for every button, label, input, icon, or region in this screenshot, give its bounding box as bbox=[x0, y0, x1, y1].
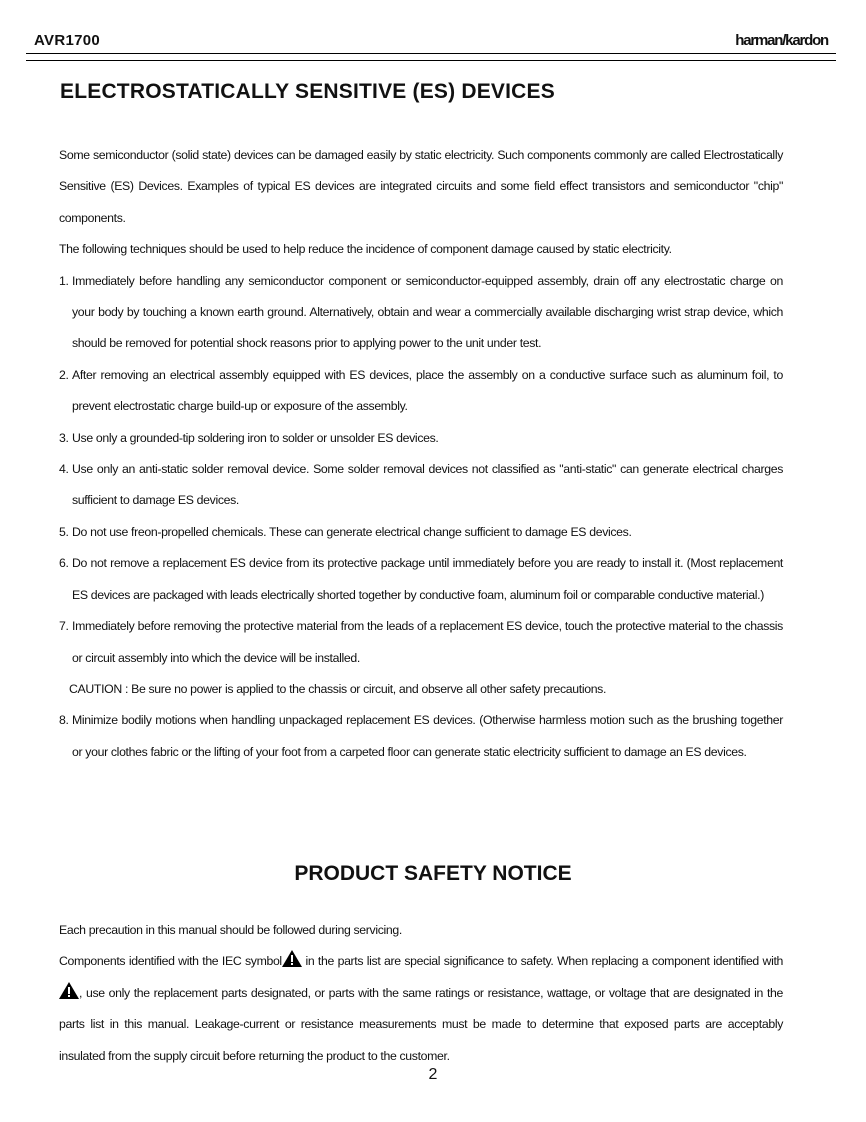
list-number: 2. bbox=[59, 367, 69, 382]
safety-section-body bbox=[59, 915, 783, 1072]
safety-section-title: PRODUCT SAFETY NOTICE bbox=[294, 862, 572, 885]
page-header bbox=[34, 30, 834, 54]
list-text: Do not remove a replacement ES device from its protective package until immediately before you are ready to install it. (Most replacement ES devices are packaged with leads electrically shorted together by conductive foam, aluminum foil or comparable conductive material.) bbox=[72, 556, 783, 602]
model-number: AVR1700 bbox=[34, 32, 101, 49]
list-text: After removing an electrical assembly equipped with ES devices, place the assembly on a conductive surface such as aluminum foil, to prevent electrostatic charge build-up or exposure of the assembly. bbox=[72, 367, 783, 414]
safety-text-b: in the parts list are special significance to safety. When replacing a component identified with bbox=[301, 954, 784, 969]
es-list-item-5 bbox=[59, 517, 783, 548]
list-number: 8. bbox=[59, 713, 69, 728]
es-list-item-3 bbox=[59, 423, 783, 454]
es-section-body bbox=[59, 140, 783, 768]
list-text: Use only an anti-static solder removal device. Some solder removal devices not classified as "anti-static" can generate electrical charges sufficient to damage ES devices. bbox=[72, 462, 783, 508]
list-number: 5. bbox=[59, 524, 69, 539]
es-list-item-8 bbox=[59, 705, 783, 768]
caution-text: Be sure no power is applied to the chassis or circuit, and observe all other safety precautions. bbox=[128, 681, 607, 696]
caution-note bbox=[59, 674, 783, 705]
es-list-item-1 bbox=[59, 266, 783, 360]
safety-text-a: Components identified with the IEC symbol bbox=[59, 954, 282, 969]
list-number: 6. bbox=[59, 556, 69, 571]
list-text: Minimize bodily motions when handling unpackaged replacement ES devices. (Otherwise harmless motion such as the brushing together or your clothes fabric or the lifting of your foot from a carpeted floor can generate static electricity sufficient to damage an ES devices. bbox=[72, 713, 783, 759]
es-list-item-7 bbox=[59, 611, 783, 674]
es-intro-paragraph: Some semiconductor (solid state) devices can be damaged easily by static electricity. Such components commonly are called Electrostatically Sensitive (ES) Devices. Examples of typical ES devices are integrated circuits and some field effect transistors and semiconductor "chip" components. bbox=[59, 148, 783, 225]
list-number: 3. bbox=[59, 430, 69, 445]
iec-warning-triangle-icon bbox=[282, 950, 302, 967]
iec-warning-triangle-icon bbox=[59, 982, 79, 999]
page-number: 2 bbox=[428, 1066, 438, 1083]
es-list-item-4 bbox=[59, 454, 783, 517]
es-lead-paragraph: The following techniques should be used to help reduce the incidence of component damage caused by static electricity. bbox=[59, 242, 672, 257]
list-number: 1. bbox=[59, 273, 69, 288]
safety-paragraph bbox=[59, 946, 783, 1072]
safety-text-c: , use only the replacement parts designated, or parts with the same ratings or resistance, wattage, or voltage that are designated in the parts list in this manual. Leakage-current or resistance measurements must be made to determine that exposed parts are acceptably insulated from the supply circuit before returning the product to the customer. bbox=[59, 985, 783, 1063]
header-rule bbox=[26, 53, 836, 54]
list-text: Use only a grounded-tip soldering iron to solder or unsolder ES devices. bbox=[72, 430, 439, 445]
list-text: Immediately before handling any semiconductor component or semiconductor-equipped assembly, drain off any electrostatic charge on your body by touching a known earth ground. Alternatively, obtain and wear a commercially available discharging wrist strap device, which should be removed for potential shock reasons prior to applying power to the unit under test. bbox=[72, 273, 783, 351]
brand-logo: harman/kardon bbox=[735, 32, 828, 49]
list-text: Do not use freon-propelled chemicals. These can generate electrical change sufficient to damage ES devices. bbox=[72, 524, 632, 539]
list-number: 7. bbox=[59, 619, 69, 634]
es-section-title: ELECTROSTATICALLY SENSITIVE (ES) DEVICES bbox=[60, 80, 555, 103]
header-rule-secondary bbox=[26, 60, 836, 61]
caution-label: CAUTION : bbox=[69, 681, 129, 696]
list-number: 4. bbox=[59, 462, 69, 477]
safety-line-1: Each precaution in this manual should be followed during servicing. bbox=[59, 923, 402, 937]
list-text: Immediately before removing the protective material from the leads of a replacement ES device, touch the protective material to the chassis or circuit assembly into which the device will be installed. bbox=[72, 619, 783, 665]
es-list-item-6 bbox=[59, 548, 783, 611]
es-list-item-2 bbox=[59, 360, 783, 423]
